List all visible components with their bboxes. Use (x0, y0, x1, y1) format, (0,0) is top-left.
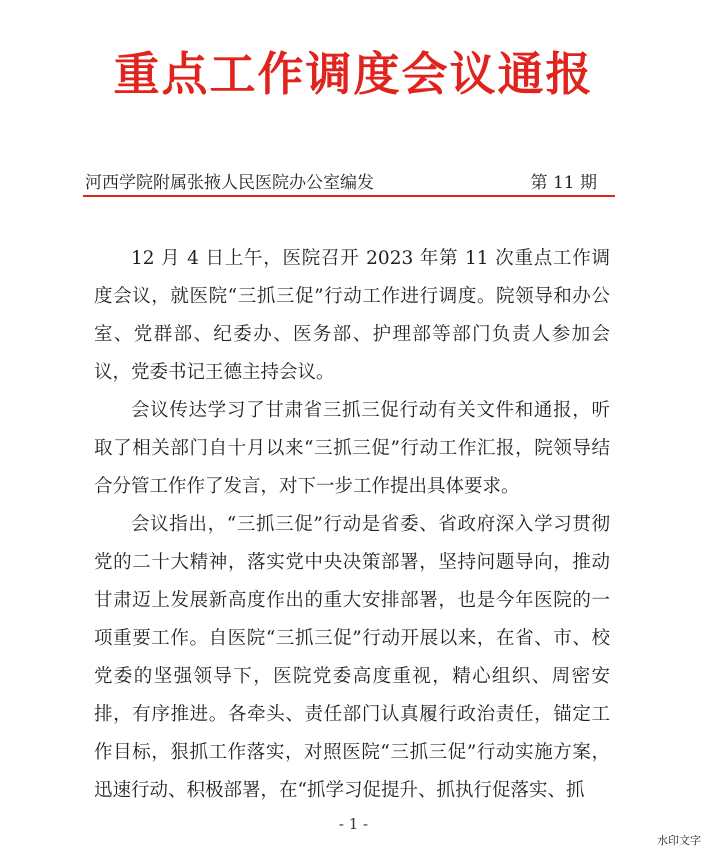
document-body (94, 240, 610, 810)
paragraph: 会议传达学习了甘肃省三抓三促行动有关文件和通报，听取了相关部门自十月以来“三抓三促”行动工作汇报，院领导结合分管工作作了发言，对下一步工作提出具体要求。 (94, 400, 610, 497)
page-number: - 1 - (338, 815, 369, 833)
issuer-label: 河西学院附属张掖人民医院办公室编发 (85, 173, 374, 193)
watermark-text: 水印文字 (657, 834, 701, 847)
issue-number: 第 11 期 (530, 173, 597, 193)
paragraph: 12 月 4 日上午，医院召开 2023 年第 11 次重点工作调度会议，就医院“三抓三促”行动工作进行调度。院领导和办公室、党群部、纪委办、医务部、护理部等部门负责人参加会议，党委书记王德主持会议。 (94, 248, 610, 383)
red-divider (83, 195, 615, 197)
document-title: 重点工作调度会议通报 (113, 47, 594, 101)
paragraph: 会议指出，“三抓三促”行动是省委、省政府深入学习贯彻党的二十大精神，落实党中央决策部署，坚持问题导向，推动甘肃迈上发展新高度作出的重大安排部署，也是今年医院的一项重要工作。自医院“三抓三促”行动开展以来，在省、市、校党委的坚强领导下，医院党委高度重视，精心组织、周密安排，有序推进。各牵头、责任部门认真履行政治责任，锚定工作目标，狠抓工作落实，对照医院“三抓三促”行动实施方案，迅速行动、积极部署，在“抓学习促提升、抓执行促落实、抓 (94, 514, 610, 801)
